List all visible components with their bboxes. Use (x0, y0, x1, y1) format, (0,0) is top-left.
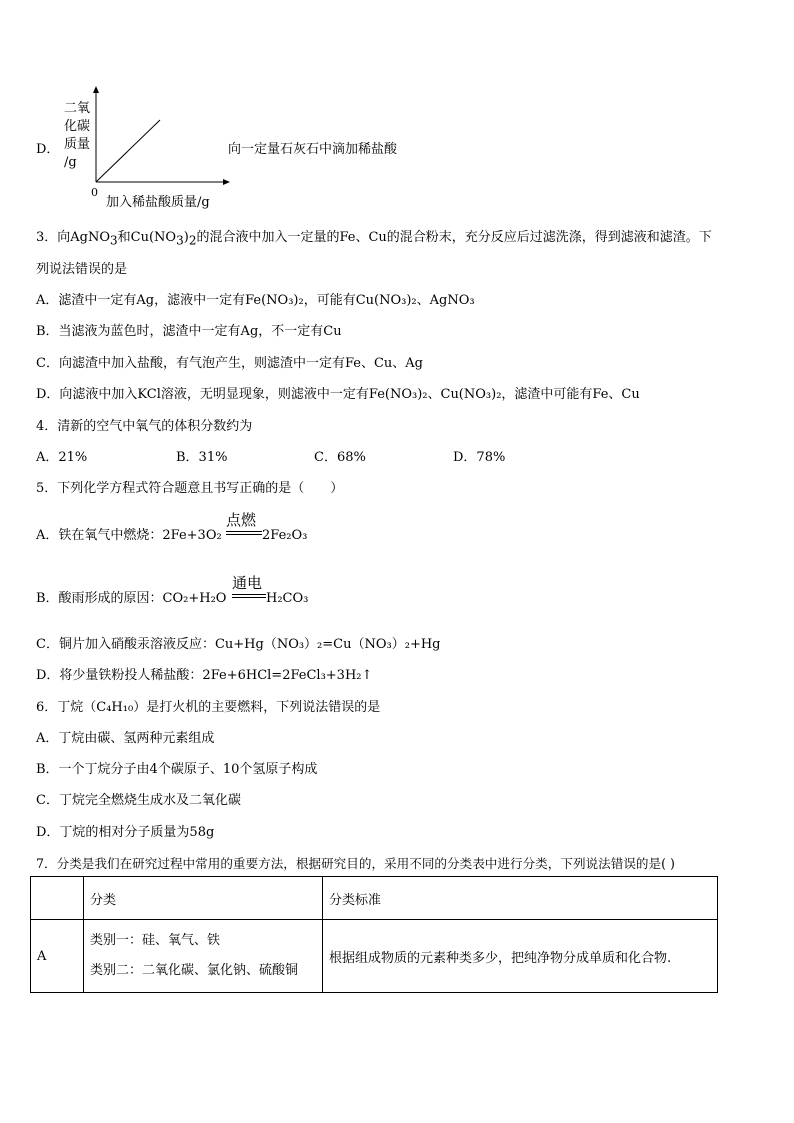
condition-label: 通电 (232, 574, 263, 592)
equation-right: H₂CO₃ (266, 591, 309, 606)
series-line (96, 120, 160, 182)
q5-option-c: C．铜片加入硝酸汞溶液反应：Cu+Hg（NO₃）₂=Cu（NO₃）₂+Hg (36, 637, 441, 652)
q6-stem: 6．丁烷（C₄H₁₀）是打火机的主要燃料，下列说法错误的是 (36, 700, 381, 715)
q3-stem-line2: 列说法错误的是 (36, 262, 128, 277)
q4-option-b: B．31% (176, 450, 228, 465)
x-axis-arrow (223, 179, 230, 185)
q6-option-d: D．丁烷的相对分子质量为58g (36, 825, 215, 840)
equation-right: 2Fe₂O₃ (262, 528, 308, 543)
y-axis-arrow (93, 86, 99, 93)
table-header-cell (31, 877, 84, 920)
q3-option-b: B．当滤液为蓝色时，滤渣中一定有Ag，不一定有Cu (36, 324, 342, 339)
origin-label: 0 (91, 186, 98, 199)
q3-option-a: A．滤渣中一定有Ag，滤液中一定有Fe(NO₃)₂，可能有Cu(NO₃)₂、AgNO₃ (36, 293, 475, 308)
equation-bar (226, 534, 262, 536)
table-header-row (31, 877, 718, 920)
q5-option-d: D．将少量铁粉投人稀盐酸：2Fe+6HCl=2FeCl₃+3H₂↑ (36, 668, 373, 683)
co2-chart (60, 86, 230, 211)
condition-label: 点燃 (226, 511, 257, 529)
equation-left: B．酸雨形成的原因：CO₂+H₂O (36, 591, 227, 606)
class-two: 类别二：二氧化碳、氯化钠、硫酸铜 (90, 963, 299, 978)
y-axis-label: 二氧 化碳 质量 /g (64, 101, 91, 170)
q6-option-a: A．丁烷由碳、氢两种元素组成 (36, 731, 215, 746)
q4-option-d: D．78% (453, 450, 506, 465)
table-header-cell: 分类标准 (323, 877, 718, 920)
row-standard: 根据组成物质的元素种类多少，把纯净物分成单质和化合物. (323, 920, 718, 993)
table-header-cell: 分类 (84, 877, 323, 920)
q3-option-c: C．向滤渣中加入盐酸，有气泡产生，则滤渣中一定有Fe、Cu、Ag (36, 356, 423, 371)
option-label: D． (36, 142, 60, 157)
q5-stem: 5．下列化学方程式符合题意且书写正确的是（ ） (36, 481, 344, 496)
class-one: 类别一：硅、氧气、铁 (90, 933, 221, 948)
equation-bar (232, 594, 266, 596)
q7-stem: 7．分类是我们在研究过程中常用的重要方法，根据研究目的，采用不同的分类表中进行分类，下列说法错误的是( ) (36, 856, 675, 871)
option-description: 向一定量石灰石中滴加稀盐酸 (228, 142, 398, 157)
equation-left: A．铁在氧气中燃烧：2Fe+3O₂ (36, 528, 222, 543)
q6-option-c: C．丁烷完全燃烧生成水及二氧化碳 (36, 793, 241, 808)
row-classes (84, 920, 323, 993)
q4-option-c: C．68% (314, 450, 366, 465)
x-axis-label: 加入稀盐酸质量/g (106, 195, 210, 210)
q4-stem: 4．清新的空气中氧气的体积分数约为 (36, 419, 253, 434)
q3-option-d: D．向滤液中加入KCl溶液，无明显现象，则滤液中一定有Fe(NO₃)₂、Cu(NO₃)₂，滤渣中可能有Fe、Cu (36, 387, 640, 402)
equation-bar (232, 597, 266, 599)
q6-option-b: B．一个丁烷分子由4个碳原子、10个氢原子构成 (36, 762, 318, 777)
q3-stem: 3．向AgNO$_3$和$Cu(NO_3)_2$的混合液中加入一定量的Fe、Cu的混合粉末，充分反应后过滤洗涤，得到滤液和滤渣。下 (36, 230, 712, 248)
row-label: A (31, 920, 84, 993)
table-row (31, 920, 718, 993)
classification-table (30, 876, 718, 993)
equation-bar (226, 531, 262, 533)
q4-option-a: A．21% (36, 450, 88, 465)
